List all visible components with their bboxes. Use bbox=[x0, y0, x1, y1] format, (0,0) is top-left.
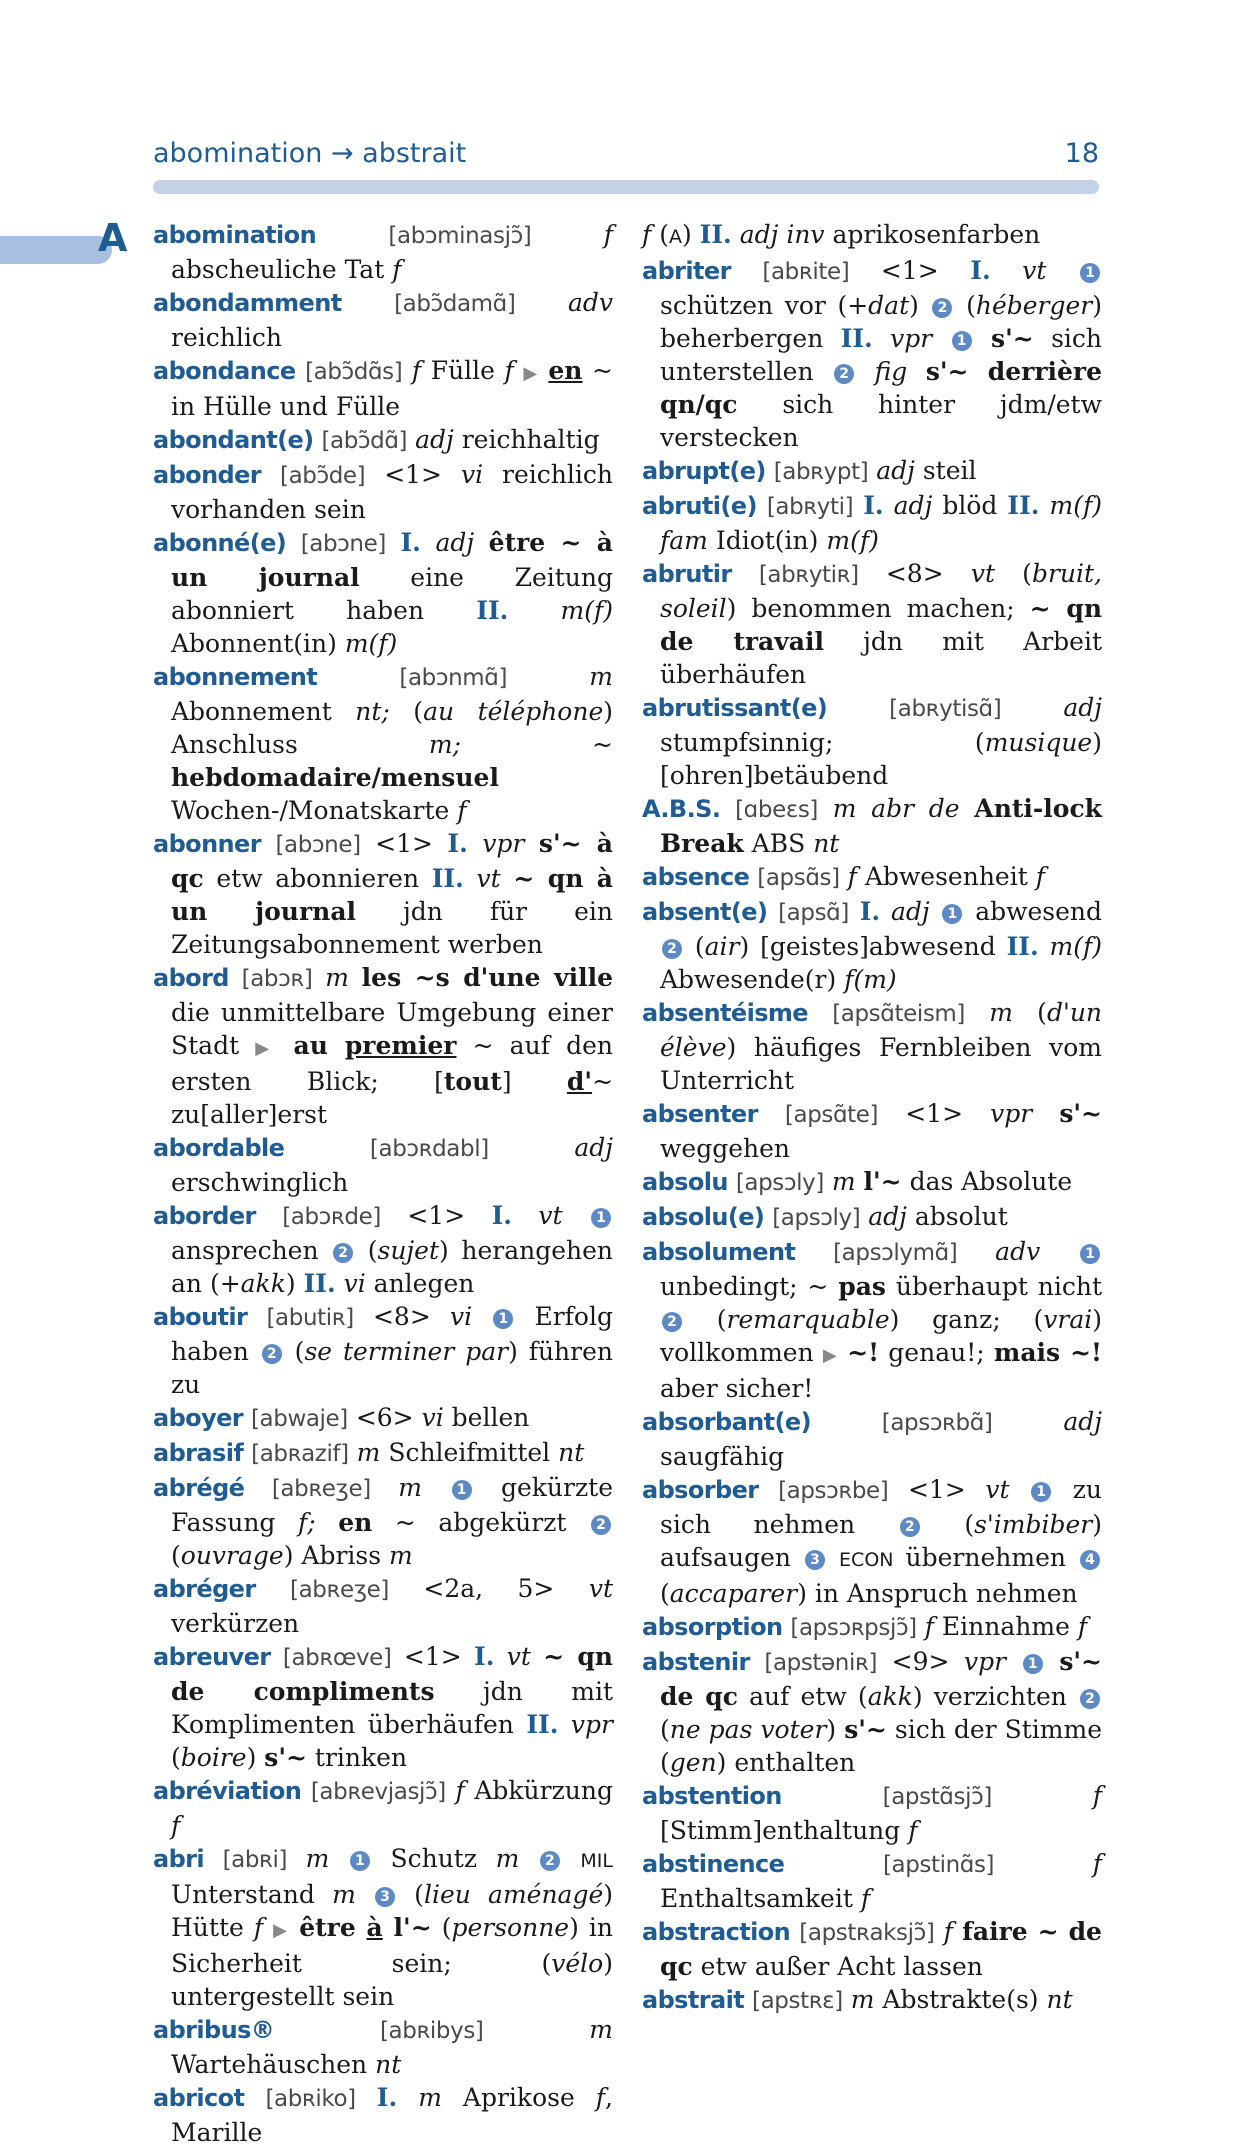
headword: abord bbox=[153, 964, 229, 992]
headword: absolument bbox=[642, 1238, 796, 1266]
headword: A.B.S. bbox=[642, 795, 721, 823]
entry: abrutissant(e) [abʀytisɑ̃] adj stumpfsinnig; (musique) [ohren]betäubend bbox=[642, 693, 1102, 790]
headword: aboutir bbox=[153, 1303, 248, 1331]
headword: abriter bbox=[642, 257, 731, 285]
entry: absenter [apsɑ̃te] <1> vpr s'~ weggehen bbox=[642, 1099, 1102, 1163]
entry: abomination [abɔminasjɔ̃] f abscheuliche Tat f bbox=[153, 220, 613, 284]
entry: abri [abʀi] m 1 Schutz m 2 MIL Unterstand m 3 (lieu aménagé) Hütte f ▶ être à l'~ (personne) in Sicherheit sein; (vélo) untergestellt sein bbox=[153, 1844, 614, 2011]
entry: abrutir [abʀytiʀ] <8> vt (bruit, soleil) benommen machen; ~ qn de travail jdn mit Arbeit überhäufen bbox=[642, 559, 1103, 689]
headword: abomination bbox=[153, 221, 317, 249]
letter-tab bbox=[0, 236, 112, 264]
headword: abonné(e) bbox=[153, 529, 287, 557]
headword: abrutir bbox=[642, 560, 732, 588]
entry: abruti(e) [abʀyti] I. adj blöd II. m(f) fam Idiot(in) m(f) bbox=[642, 491, 1103, 555]
headword: absolu bbox=[642, 1168, 728, 1196]
page-number: 18 bbox=[1064, 138, 1099, 169]
headword: absolu(e) bbox=[642, 1203, 765, 1231]
headword: abri bbox=[153, 1845, 205, 1873]
header-rule bbox=[153, 180, 1099, 194]
headword: abstraction bbox=[642, 1918, 791, 1946]
entry: absorbant(e) [apsɔʀbɑ̃] adj saugfähig bbox=[642, 1407, 1103, 1471]
entry: absolu(e) [apsɔly] adj absolut bbox=[642, 1202, 1008, 1231]
headword: abonder bbox=[153, 461, 262, 489]
headword: abonner bbox=[153, 830, 261, 858]
entry: abstinence [apstinɑ̃s] f Enthaltsamkeit f bbox=[642, 1849, 1103, 1913]
headword: abordable bbox=[153, 1134, 285, 1162]
entry: abrégé [abʀeʒe] m 1 gekürzte Fassung f; en ~ abgekürzt 2 (ouvrage) Abriss m bbox=[153, 1473, 614, 1570]
headword: abricot bbox=[153, 2084, 245, 2112]
entry: absent(e) [apsɑ̃] I. adj 1 abwesend 2 (air) [geistes]abwesend II. m(f) Abwesende(r) f(m) bbox=[642, 897, 1103, 994]
headword: absentéisme bbox=[642, 999, 808, 1027]
entry: aboutir [abutiʀ] <8> vi 1 Erfolg haben 2 (se terminer par) führen zu bbox=[153, 1302, 614, 1399]
entry: abstenir [apstəniʀ] <9> vpr 1 s'~ de qc auf etw (akk) verzichten 2 (ne pas voter) s'~ sich der Stimme (gen) enthalten bbox=[642, 1647, 1103, 1777]
headword: absorber bbox=[642, 1476, 759, 1504]
headword: abréviation bbox=[153, 1777, 302, 1805]
headword: absent(e) bbox=[642, 898, 768, 926]
headword: absenter bbox=[642, 1100, 758, 1128]
entry: abstraction [apstʀaksjɔ̃] f faire ~ de qc etw außer Acht lassen bbox=[642, 1917, 1102, 1981]
entry: absolument [apsɔlymɑ̃] adv 1 unbedingt; ~ pas überhaupt nicht 2 (remarquable) ganz; (vrai) vollkommen ▶ ~! genau!; mais ~! aber sicher! bbox=[642, 1237, 1102, 1403]
headword: abrutissant(e) bbox=[642, 694, 828, 722]
headword: abrasif bbox=[153, 1439, 244, 1467]
headword: abstrait bbox=[642, 1986, 745, 2014]
entry: abriter [abʀite] <1> I. vt 1 schützen vor (+dat) 2 (héberger) beherbergen II. vpr 1 s'~ sich unterstellen 2 fig s'~ derrière qn/qc sich hinter jdm/etw verstecken bbox=[642, 256, 1103, 452]
entry-continuation: f (A) II. adj inv aprikosenfarben bbox=[642, 220, 1041, 249]
entry: abondance [abɔ̃dɑ̃s] f Fülle f ▶ en ~ in Hülle und Fülle bbox=[153, 356, 613, 421]
headword: abondant(e) bbox=[153, 426, 314, 454]
right-column bbox=[642, 218, 1102, 2018]
left-column bbox=[153, 218, 613, 2149]
entry: abstention [apstɑ̃sjɔ̃] f [Stimm]enthaltung f bbox=[642, 1781, 1103, 1845]
headword: abribus® bbox=[153, 2016, 275, 2044]
page-header-title: abomination → abstrait bbox=[153, 138, 467, 169]
headword: abondance bbox=[153, 357, 296, 385]
entry: abrupt(e) [abʀypt] adj steil bbox=[642, 456, 977, 485]
section-letter: A bbox=[98, 216, 128, 260]
entry: abréger [abʀeʒe] <2a, 5> vt verkürzen bbox=[153, 1574, 613, 1638]
entry: abondant(e) [abɔ̃dɑ̃] adj reichhaltig bbox=[153, 425, 600, 454]
entry: absorption [apsɔʀpsjɔ̃] f Einnahme f bbox=[642, 1612, 1088, 1641]
entry: abordable [abɔʀdabl] adj erschwinglich bbox=[153, 1133, 613, 1197]
headword: abstinence bbox=[642, 1850, 785, 1878]
headword: abreuver bbox=[153, 1643, 271, 1671]
entry: aboyer [abwaje] <6> vi bellen bbox=[153, 1403, 530, 1432]
entry: absolu [apsɔly] m l'~ das Absolute bbox=[642, 1167, 1073, 1196]
headword: abonnement bbox=[153, 663, 318, 691]
entry: A.B.S. [ɑbeɛs] m abr de Anti-lock Break ABS nt bbox=[642, 794, 1103, 858]
headword: aborder bbox=[153, 1202, 256, 1230]
entry: aborder [abɔʀde] <1> I. vt 1 ansprechen 2 (sujet) herangehen an (+akk) II. vi anlegen bbox=[153, 1201, 613, 1298]
headword: abstention bbox=[642, 1782, 782, 1810]
headword: abondamment bbox=[153, 289, 342, 317]
entry: abribus® [abʀibys] m Wartehäuschen nt bbox=[153, 2015, 613, 2079]
entry: absentéisme [apsɑ̃teism] m (d'un élève) häufiges Fernbleiben vom Unterricht bbox=[642, 998, 1103, 1095]
entry: absorber [apsɔʀbe] <1> vt 1 zu sich nehmen 2 (s'imbiber) aufsaugen 3 ECON übernehmen 4 (accaparer) in Anspruch nehmen bbox=[642, 1475, 1103, 1608]
entry: abord [abɔʀ] m les ~s d'une ville die unmittelbare Umgebung einer Stadt ▶ au premier ~ auf den ersten Blick; [tout] d'~ zu[aller]erst bbox=[153, 963, 614, 1129]
headword: abrupt(e) bbox=[642, 457, 766, 485]
entry: abreuver [abʀœve] <1> I. vt ~ qn de compliments jdn mit Komplimenten überhäufen II. vpr (boire) s'~ trinken bbox=[153, 1642, 613, 1772]
entry: abricot [abʀiko] I. m Aprikose f, Marille bbox=[153, 2083, 613, 2147]
headword: absorbant(e) bbox=[642, 1408, 811, 1436]
headword: absorption bbox=[642, 1613, 783, 1641]
entry: abonner [abɔne] <1> I. vpr s'~ à qc etw abonnieren II. vt ~ qn à un journal jdn für ein Zeitungsabonnement werben bbox=[153, 829, 613, 959]
entry: absence [apsɑ̃s] f Abwesenheit f bbox=[642, 862, 1045, 891]
entry: abréviation [abʀevjasjɔ̃] f Abkürzung f bbox=[153, 1776, 613, 1840]
entry: abrasif [abʀazif] m Schleifmittel nt bbox=[153, 1438, 585, 1467]
entry: abonnement [abɔnmɑ̃] m Abonnement nt; (au téléphone) Anschluss m; ~ hebdomadaire/mensuel Wochen-/Monatskarte f bbox=[153, 662, 614, 825]
headword: abstenir bbox=[642, 1648, 750, 1676]
headword: abréger bbox=[153, 1575, 256, 1603]
entry: abstrait [apstʀɛ] m Abstrakte(s) nt bbox=[642, 1985, 1073, 2014]
entry: abonder [abɔ̃de] <1> vi reichlich vorhanden sein bbox=[153, 460, 613, 524]
headword: abruti(e) bbox=[642, 492, 757, 520]
headword: absence bbox=[642, 863, 750, 891]
entry: abondamment [abɔ̃damɑ̃] adv reichlich bbox=[153, 288, 613, 352]
entry: abonné(e) [abɔne] I. adj être ~ à un journal eine Zeitung abonniert haben II. m(f) Abonnent(in) m(f) bbox=[153, 528, 614, 658]
headword: aboyer bbox=[153, 1404, 244, 1432]
headword: abrégé bbox=[153, 1474, 245, 1502]
